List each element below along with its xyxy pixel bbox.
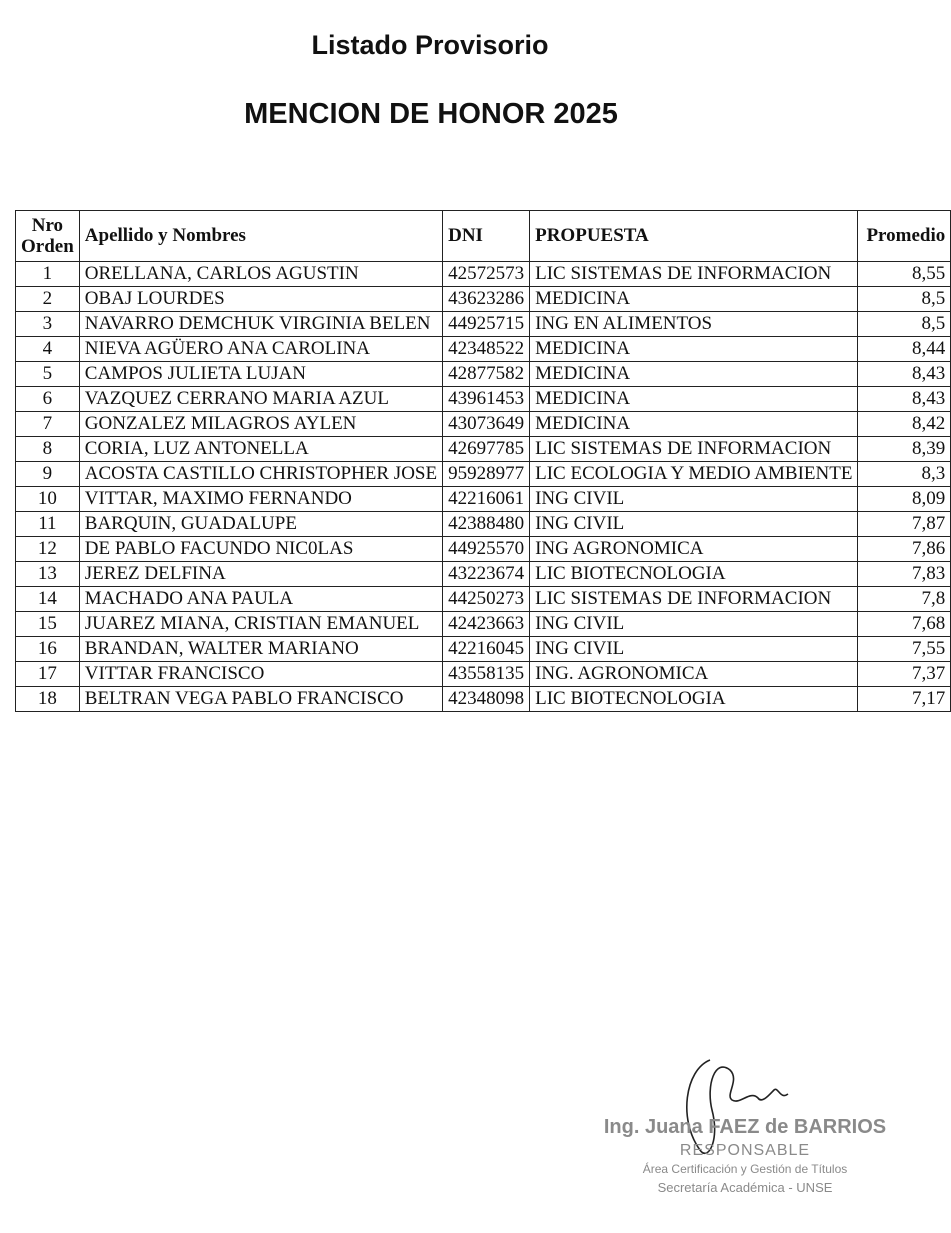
- cell-nro: 15: [16, 612, 80, 637]
- cell-dni: 42216045: [443, 637, 530, 662]
- cell-name: BRANDAN, WALTER MARIANO: [79, 637, 442, 662]
- cell-propuesta: ING EN ALIMENTOS: [530, 312, 858, 337]
- table-row: [16, 287, 951, 312]
- cell-nro: 13: [16, 562, 80, 587]
- cell-dni: 42216061: [443, 487, 530, 512]
- table-row: [16, 362, 951, 387]
- cell-propuesta: ING AGRONOMICA: [530, 537, 858, 562]
- table-row: [16, 262, 951, 287]
- cell-name: ORELLANA, CARLOS AGUSTIN: [79, 262, 442, 287]
- cell-nro: 7: [16, 412, 80, 437]
- cell-name: NAVARRO DEMCHUK VIRGINIA BELEN: [79, 312, 442, 337]
- cell-name: CORIA, LUZ ANTONELLA: [79, 437, 442, 462]
- cell-name: OBAJ LOURDES: [79, 287, 442, 312]
- cell-nro: 16: [16, 637, 80, 662]
- cell-promedio: 7,87: [858, 512, 951, 537]
- cell-propuesta: LIC BIOTECNOLOGIA: [530, 687, 858, 712]
- cell-promedio: 8,42: [858, 412, 951, 437]
- cell-propuesta: MEDICINA: [530, 362, 858, 387]
- cell-propuesta: LIC ECOLOGIA Y MEDIO AMBIENTE: [530, 462, 858, 487]
- table-row: [16, 687, 951, 712]
- cell-nro: 18: [16, 687, 80, 712]
- table-row: [16, 562, 951, 587]
- cell-promedio: 8,09: [858, 487, 951, 512]
- cell-promedio: 8,44: [858, 337, 951, 362]
- cell-name: NIEVA AGÜERO ANA CAROLINA: [79, 337, 442, 362]
- cell-propuesta: LIC SISTEMAS DE INFORMACION: [530, 262, 858, 287]
- cell-propuesta: LIC BIOTECNOLOGIA: [530, 562, 858, 587]
- cell-name: VAZQUEZ CERRANO MARIA AZUL: [79, 387, 442, 412]
- cell-propuesta: MEDICINA: [530, 287, 858, 312]
- cell-nro: 8: [16, 437, 80, 462]
- cell-propuesta: MEDICINA: [530, 337, 858, 362]
- honor-list-table: [15, 210, 951, 712]
- cell-dni: 42348522: [443, 337, 530, 362]
- cell-name: VITTAR, MAXIMO FERNANDO: [79, 487, 442, 512]
- cell-dni: 42877582: [443, 362, 530, 387]
- table-row: [16, 612, 951, 637]
- table-header-row: [16, 211, 951, 262]
- table-row: [16, 637, 951, 662]
- cell-name: VITTAR FRANCISCO: [79, 662, 442, 687]
- cell-dni: 42572573: [443, 262, 530, 287]
- table-row: [16, 412, 951, 437]
- table-row: [16, 512, 951, 537]
- cell-promedio: 7,55: [858, 637, 951, 662]
- cell-promedio: 8,39: [858, 437, 951, 462]
- table-row: [16, 437, 951, 462]
- cell-propuesta: ING CIVIL: [530, 487, 858, 512]
- cell-propuesta: LIC SISTEMAS DE INFORMACION: [530, 437, 858, 462]
- cell-promedio: 8,43: [858, 362, 951, 387]
- cell-promedio: 7,86: [858, 537, 951, 562]
- cell-propuesta: ING CIVIL: [530, 612, 858, 637]
- cell-propuesta: ING CIVIL: [530, 637, 858, 662]
- cell-nro: 3: [16, 312, 80, 337]
- cell-nro: 14: [16, 587, 80, 612]
- cell-name: CAMPOS JULIETA LUJAN: [79, 362, 442, 387]
- cell-promedio: 8,5: [858, 287, 951, 312]
- column-header-propuesta: PROPUESTA: [530, 211, 858, 262]
- cell-name: JUAREZ MIANA, CRISTIAN EMANUEL: [79, 612, 442, 637]
- cell-propuesta: LIC SISTEMAS DE INFORMACION: [530, 587, 858, 612]
- column-header-dni: DNI: [443, 211, 530, 262]
- cell-dni: 44925570: [443, 537, 530, 562]
- cell-name: GONZALEZ MILAGROS AYLEN: [79, 412, 442, 437]
- cell-propuesta: ING. AGRONOMICA: [530, 662, 858, 687]
- cell-promedio: 8,3: [858, 462, 951, 487]
- signature-name: Ing. Juana FAEZ de BARRIOS: [603, 1116, 887, 1138]
- cell-nro: 5: [16, 362, 80, 387]
- cell-dni: 44250273: [443, 587, 530, 612]
- cell-dni: 43073649: [443, 412, 530, 437]
- cell-promedio: 7,83: [858, 562, 951, 587]
- signature-role: RESPONSABLE: [679, 1142, 811, 1159]
- cell-name: DE PABLO FACUNDO NIC0LAS: [79, 537, 442, 562]
- table-row: [16, 537, 951, 562]
- cell-dni: 43961453: [443, 387, 530, 412]
- table-row: [16, 462, 951, 487]
- table-row: [16, 662, 951, 687]
- table-row: [16, 337, 951, 362]
- page-subtitle: MENCION DE HONOR 2025: [244, 98, 618, 130]
- cell-promedio: 8,43: [858, 387, 951, 412]
- cell-promedio: 8,55: [858, 262, 951, 287]
- cell-propuesta: MEDICINA: [530, 412, 858, 437]
- cell-name: BELTRAN VEGA PABLO FRANCISCO: [79, 687, 442, 712]
- cell-nro: 9: [16, 462, 80, 487]
- table-row: [16, 487, 951, 512]
- cell-propuesta: MEDICINA: [530, 387, 858, 412]
- cell-promedio: 7,8: [858, 587, 951, 612]
- cell-promedio: 7,17: [858, 687, 951, 712]
- cell-nro: 2: [16, 287, 80, 312]
- signature-secretaria: Secretaría Académica - UNSE: [657, 1180, 833, 1195]
- cell-promedio: 7,68: [858, 612, 951, 637]
- cell-name: BARQUIN, GUADALUPE: [79, 512, 442, 537]
- cell-dni: 42348098: [443, 687, 530, 712]
- cell-nro: 10: [16, 487, 80, 512]
- cell-dni: 43623286: [443, 287, 530, 312]
- cell-dni: 43223674: [443, 562, 530, 587]
- cell-nro: 17: [16, 662, 80, 687]
- cell-nro: 4: [16, 337, 80, 362]
- cell-nro: 1: [16, 262, 80, 287]
- cell-dni: 42423663: [443, 612, 530, 637]
- signature-block: [600, 1050, 900, 1210]
- cell-name: ACOSTA CASTILLO CHRISTOPHER JOSE: [79, 462, 442, 487]
- column-header-nro-orden: Nro Orden: [16, 211, 80, 262]
- signature-area: Área Certificación y Gestión de Títulos: [642, 1162, 848, 1176]
- cell-dni: 95928977: [443, 462, 530, 487]
- cell-dni: 44925715: [443, 312, 530, 337]
- table-row: [16, 387, 951, 412]
- column-header-name: Apellido y Nombres: [79, 211, 442, 262]
- cell-promedio: 7,37: [858, 662, 951, 687]
- table-row: [16, 587, 951, 612]
- cell-name: MACHADO ANA PAULA: [79, 587, 442, 612]
- cell-propuesta: ING CIVIL: [530, 512, 858, 537]
- cell-name: JEREZ DELFINA: [79, 562, 442, 587]
- column-header-promedio: Promedio: [858, 211, 951, 262]
- page-title: Listado Provisorio: [311, 30, 549, 60]
- cell-nro: 6: [16, 387, 80, 412]
- cell-dni: 43558135: [443, 662, 530, 687]
- cell-nro: 11: [16, 512, 80, 537]
- cell-promedio: 8,5: [858, 312, 951, 337]
- cell-nro: 12: [16, 537, 80, 562]
- cell-dni: 42697785: [443, 437, 530, 462]
- cell-dni: 42388480: [443, 512, 530, 537]
- table-row: [16, 312, 951, 337]
